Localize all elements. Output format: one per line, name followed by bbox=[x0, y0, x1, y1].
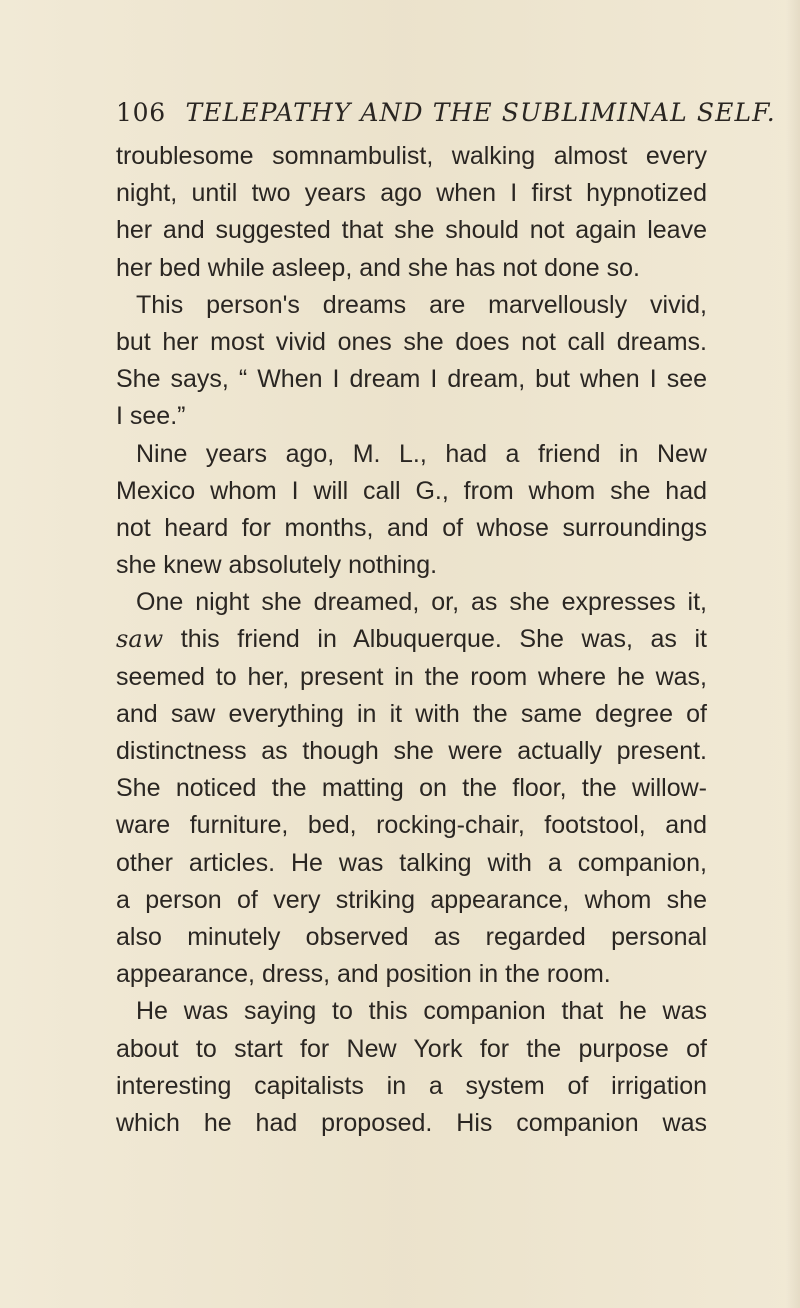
paragraph-start-line: This person's dreams are marvellously vivid, bbox=[136, 290, 707, 319]
text-line: Mexico whom I will call G., from whom she had bbox=[116, 476, 707, 505]
text-line: a person of very striking appearance, whom she bbox=[116, 885, 707, 914]
page-number: 106 bbox=[116, 98, 166, 127]
text-line-with-italic bbox=[116, 621, 707, 658]
text-line: which he had proposed. His companion was bbox=[116, 1108, 707, 1137]
text-line: interesting capitalists in a system of irrigation bbox=[116, 1071, 707, 1100]
body-text bbox=[116, 138, 707, 1142]
text-line: ware furniture, bed, rocking-chair, footstool, and bbox=[116, 811, 707, 840]
paragraph-start-line: Nine years ago, M. L., had a friend in New bbox=[136, 439, 707, 468]
text-line: She noticed the matting on the floor, the willow- bbox=[116, 774, 707, 803]
page-header bbox=[116, 95, 776, 131]
paragraph-start-line: He was saying to this companion that he was bbox=[136, 997, 707, 1026]
line-rest: this friend in Albuquerque. She was, as it bbox=[163, 625, 707, 654]
text-line: about to start for New York for the purpose of bbox=[116, 1034, 707, 1063]
running-title: TELEPATHY AND THE SUBLIMINAL SELF. bbox=[185, 98, 776, 127]
text-line: distinctness as though she were actually present. bbox=[116, 737, 707, 765]
text-line: not heard for months, and of whose surroundings bbox=[116, 513, 707, 542]
text-line: her and suggested that she should not again leave bbox=[116, 216, 707, 245]
text-line: night, until two years ago when I first hypnotized bbox=[116, 179, 707, 208]
italic-word: saw bbox=[116, 625, 164, 654]
text-line: She says, “ When I dream I dream, but when I see bbox=[116, 365, 707, 394]
text-line: and saw everything in it with the same degree of bbox=[116, 699, 707, 728]
paragraph-start-line: One night she dreamed, or, as she expresses it, bbox=[136, 588, 707, 617]
text-line: also minutely observed as regarded personal bbox=[116, 922, 707, 951]
text-line: her bed while asleep, and she has not done so. bbox=[116, 253, 640, 282]
text-line: seemed to her, present in the room where he was, bbox=[116, 662, 707, 691]
text-line: but her most vivid ones she does not call dreams. bbox=[116, 327, 707, 356]
text-line: other articles. He was talking with a companion, bbox=[116, 848, 707, 877]
text-line: I see.” bbox=[116, 402, 186, 431]
text-line: she knew absolutely nothing. bbox=[116, 551, 438, 580]
text-line: troublesome somnambulist, walking almost every bbox=[116, 142, 707, 170]
text-line: appearance, dress, and position in the room. bbox=[116, 960, 611, 989]
